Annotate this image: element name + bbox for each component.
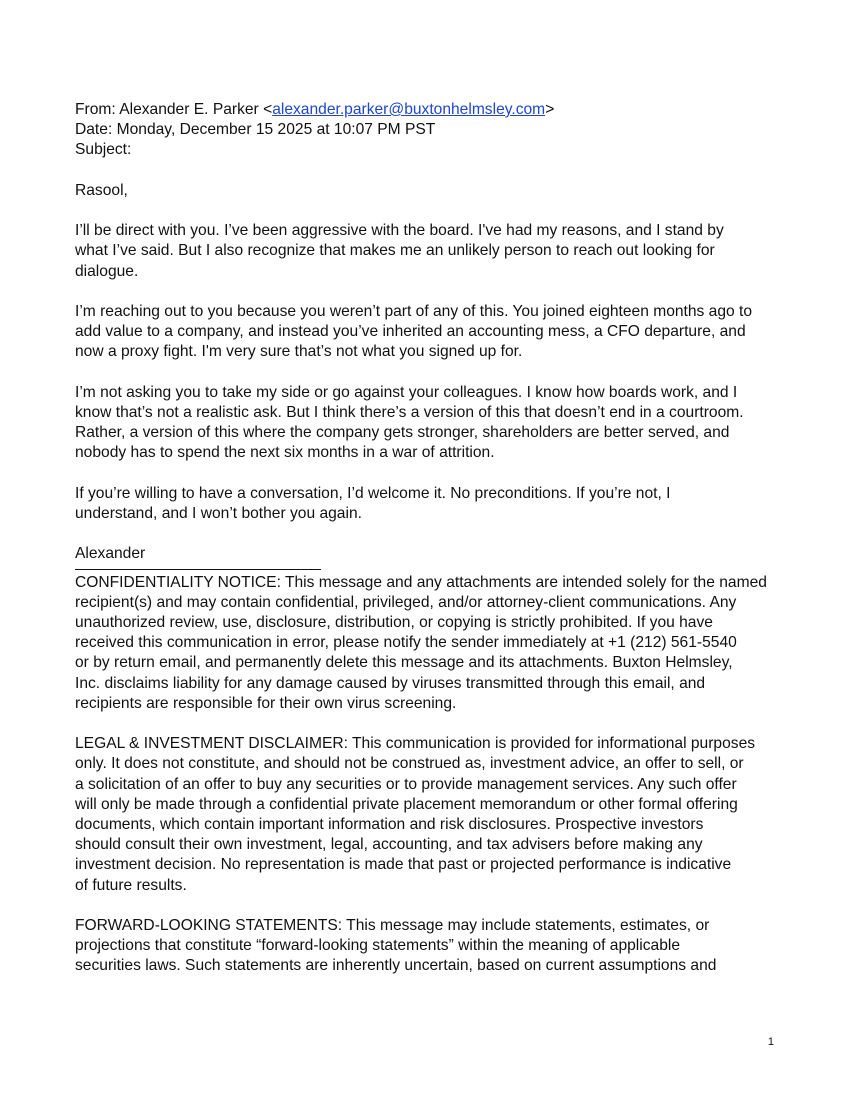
message-body: [75, 221, 781, 524]
text-line: add value to a company, and instead you’ve inherited an accounting mess, a CFO departure, and: [75, 323, 746, 341]
text-line: CONFIDENTIALITY NOTICE: This message and any attachments are intended solely for the named: [75, 573, 767, 591]
text-line: received this communication in error, please notify the sender immediately at +1 (212) 561-5540: [75, 634, 737, 652]
text-line: what I’ve said. But I also recognize that makes me an unlikely person to reach out looking for: [75, 242, 715, 260]
disclaimer-paragraph: [75, 734, 781, 896]
text-line: securities laws. Such statements are inherently uncertain, based on current assumptions and: [75, 957, 717, 975]
from-label: From:: [75, 101, 116, 118]
text-line: know that’s not a realistic ask. But I think there’s a version of this that doesn’t end in a courtroom.: [75, 403, 744, 421]
body-paragraph: [75, 484, 781, 524]
text-line: or by return email, and permanently delete this message and its attachments. Buxton Helmsley,: [75, 654, 733, 672]
text-line: I’m reaching out to you because you weren’t part of any of this. You joined eighteen months ago to: [75, 302, 753, 320]
text-line: investment decision. No representation is made that past or projected performance is indicative: [75, 856, 732, 874]
disclaimer-section: [75, 573, 781, 977]
signature: Alexander: [75, 545, 146, 563]
text-line: dialogue.: [75, 262, 139, 280]
text-line: documents, which contain important information and risk disclosures. Prospective investors: [75, 816, 704, 833]
text-line: recipient(s) and may contain confidential, privileged, and/or attorney-client communications. Any: [75, 593, 737, 611]
text-line: FORWARD-LOOKING STATEMENTS: This message may include statements, estimates, or: [75, 917, 710, 934]
email-header: [75, 100, 781, 161]
text-line: now a proxy fight. I'm very sure that’s not what you signed up for.: [75, 343, 523, 361]
date-line: [75, 120, 781, 140]
text-line: unauthorized review, use, disclosure, distribution, or copying is strictly prohibited. If you have: [75, 613, 713, 631]
text-line: Inc. disclaims liability for any damage caused by viruses transmitted through this email, and: [75, 674, 706, 692]
disclaimer-paragraph: [75, 573, 781, 714]
text-line: projections that constitute “forward-looking statements” within the meaning of applicable: [75, 937, 681, 955]
text-line: will only be made through a confidential private placement memorandum or other formal offering: [75, 795, 738, 813]
greeting: Rasool,: [75, 181, 128, 199]
text-line: of future results.: [75, 876, 187, 894]
text-line: nobody has to spend the next six months in a war of attrition.: [75, 444, 495, 462]
signature-divider: [75, 569, 321, 570]
text-line: only. It does not constitute, and should not be construed as, investment advice, an offer to sell, or: [75, 755, 744, 773]
subject-line: [75, 140, 781, 160]
sender-email-link[interactable]: alexander.parker@buxtonhelmsley.com: [272, 101, 546, 118]
email-document: [75, 100, 781, 997]
text-line: I’m not asking you to take my side or go against your colleagues. I know how boards work, and I: [75, 383, 738, 401]
text-line: understand, and I won’t bother you again.: [75, 504, 362, 522]
disclaimer-paragraph: [75, 916, 781, 977]
text-line: LEGAL & INVESTMENT DISCLAIMER: This communication is provided for informational purposes: [75, 735, 756, 753]
from-line: From: Alexander E. Parker <alexander.parker@buxtonhelmsley.com>: [75, 101, 555, 118]
text-line: recipients are responsible for their own virus screening.: [75, 694, 457, 712]
text-line: a solicitation of an offer to buy any securities or to provide management services. Any such offer: [75, 775, 737, 793]
body-paragraph: [75, 383, 781, 464]
sender-name: Alexander E. Parker: [119, 101, 259, 118]
body-paragraph: [75, 302, 781, 363]
subject-label: Subject:: [75, 141, 132, 159]
page-number: 1: [767, 1036, 774, 1048]
date-label: Date:: [75, 121, 113, 139]
date-value: Monday, December 15 2025 at 10:07 PM PST: [116, 121, 436, 139]
text-line: Rather, a version of this where the company gets stronger, shareholders are better served, and: [75, 424, 730, 442]
body-paragraph: [75, 221, 781, 282]
text-line: should consult their own investment, legal, accounting, and tax advisers before making any: [75, 836, 703, 854]
text-line: I’ll be direct with you. I’ve been aggressive with the board. I've had my reasons, and I stand by: [75, 222, 724, 240]
text-line: If you’re willing to have a conversation, I’d welcome it. No preconditions. If you’re not, I: [75, 484, 671, 502]
